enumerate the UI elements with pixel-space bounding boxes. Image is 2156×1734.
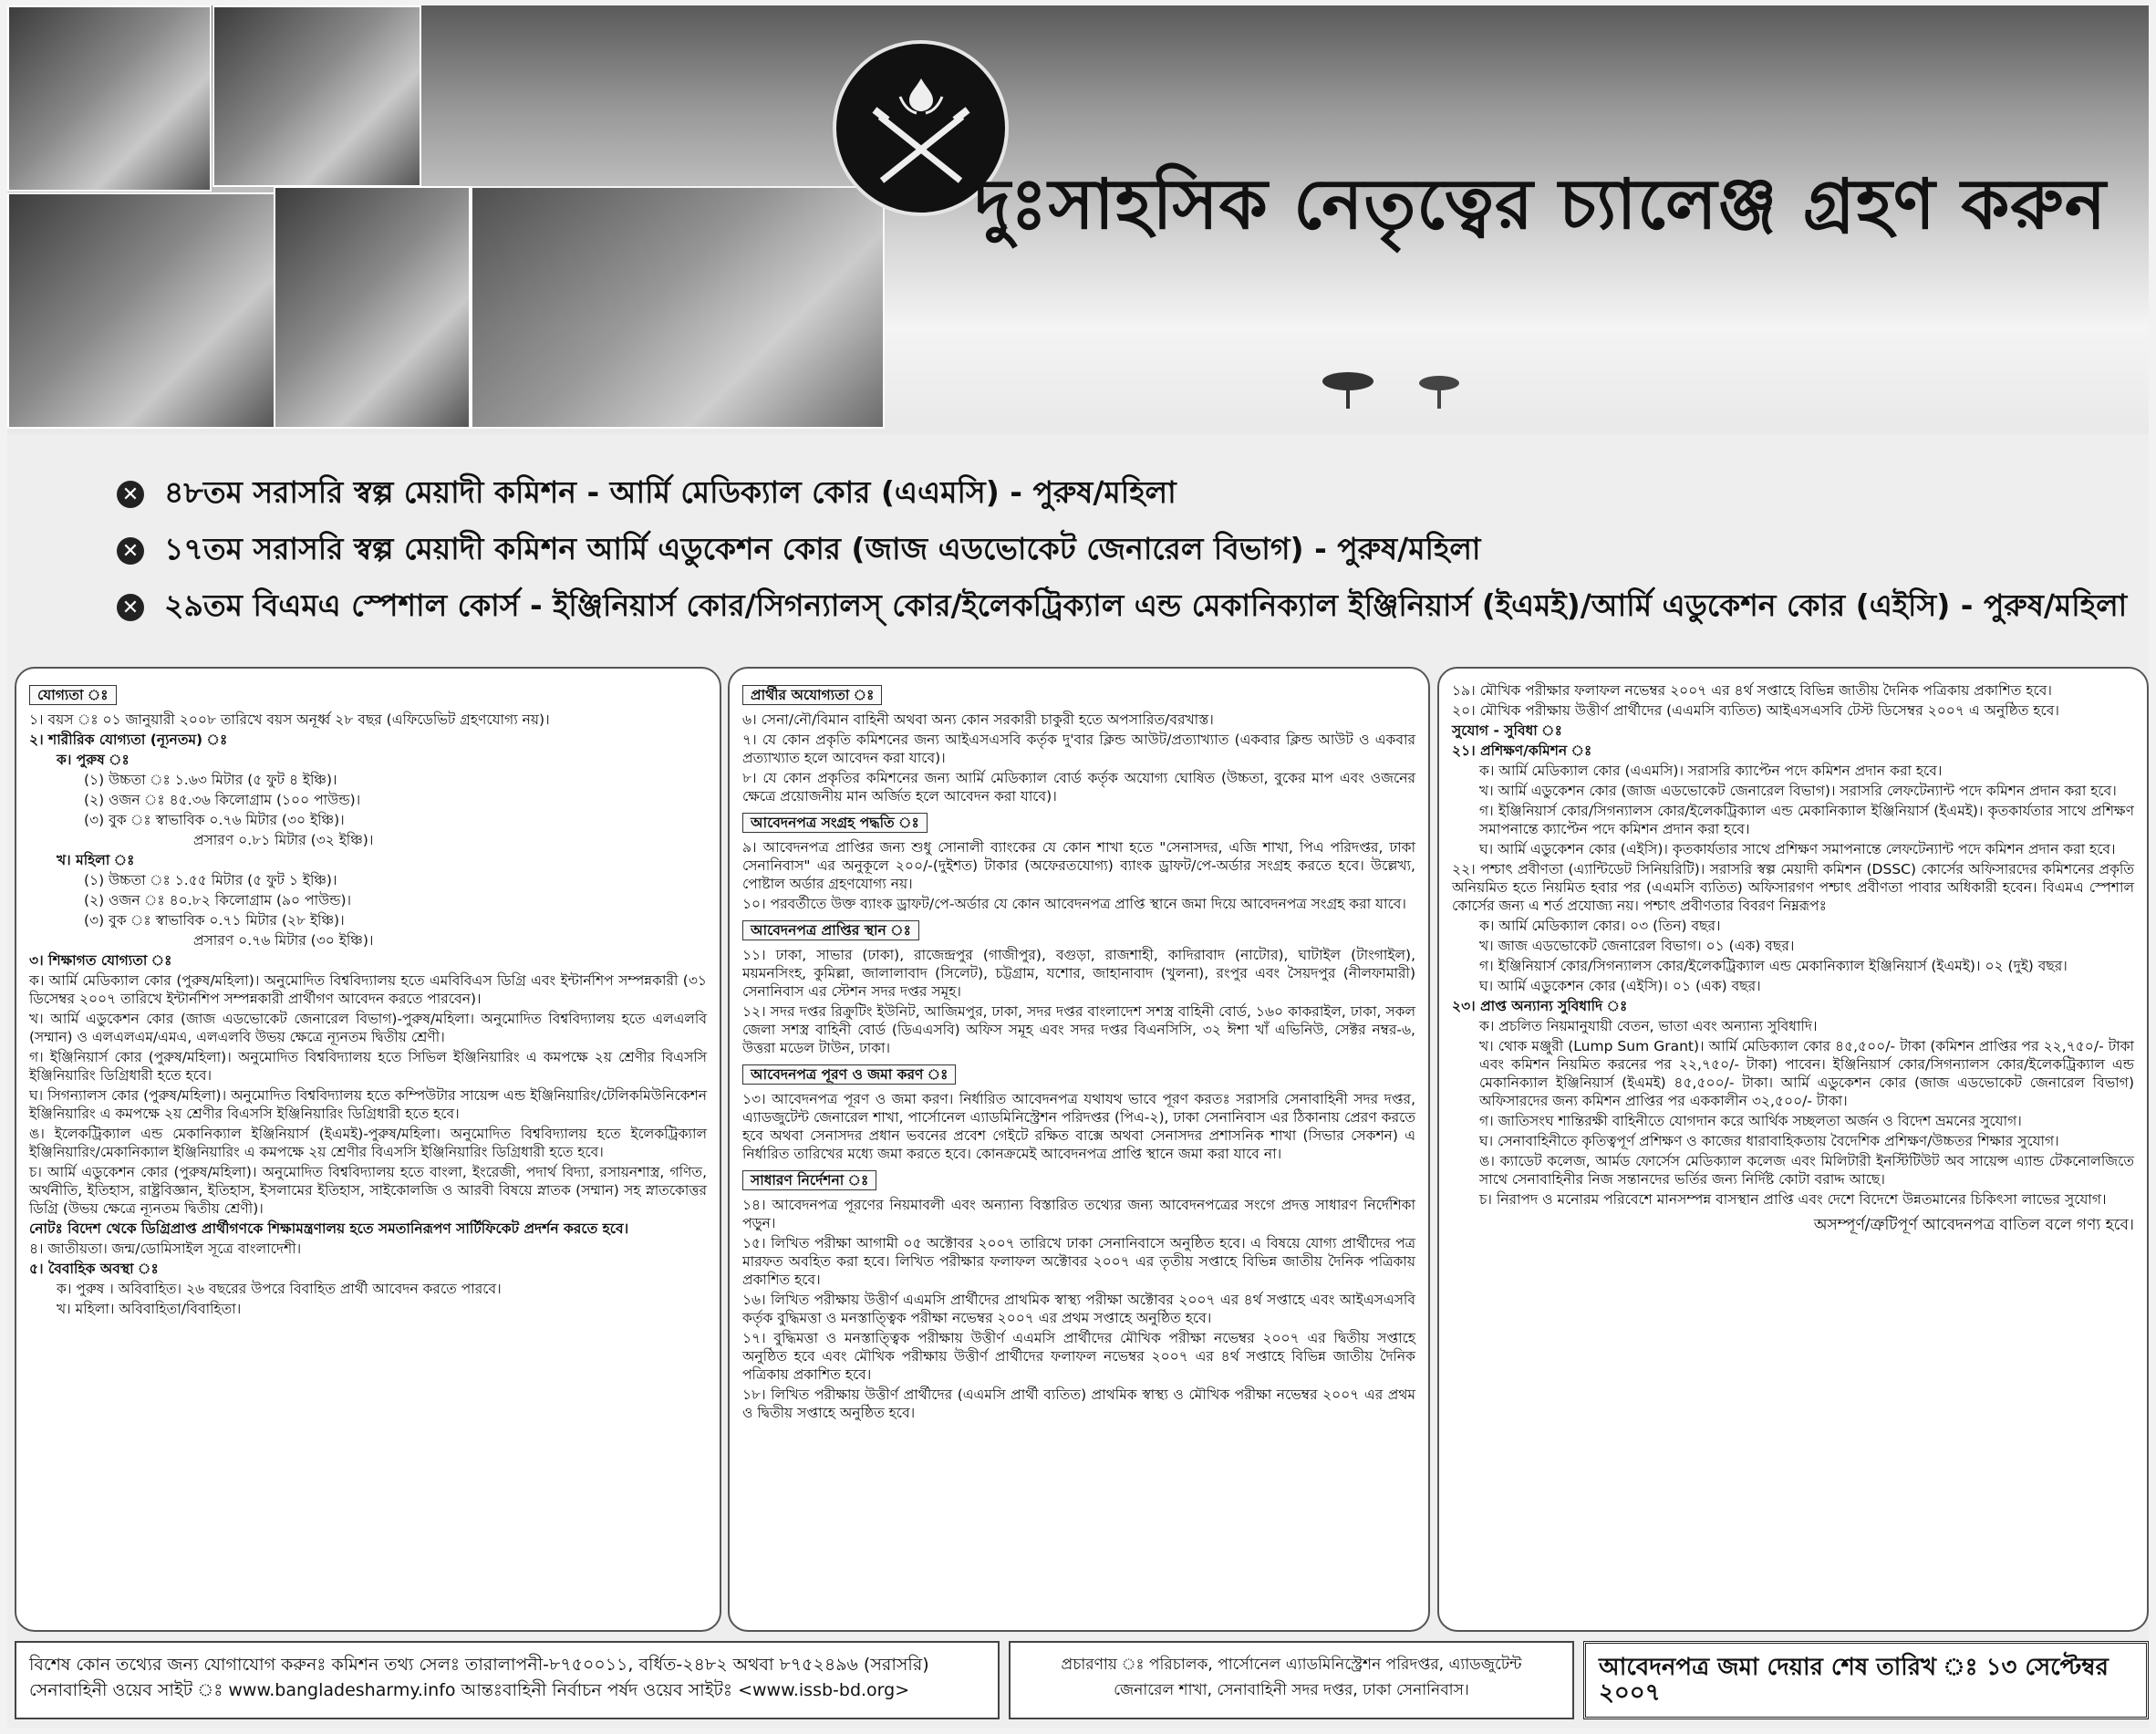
qualification-column [15,667,721,1632]
female-chest: (৩) বুক ঃ স্বাভাবিক ০.৭১ মিটার (২৮ ইঞ্চি)। [84,912,345,929]
course-label: ১৭তম সরাসরি স্বল্প মেয়াদী কমিশন আর্মি এডুকেশন কোর (জাজ এডভোকেট জেনারেল বিভাগ) - পুরুষ/মহিলা [164,531,1481,566]
edu-aec: চ। আর্মি এডুকেশন কোর (পুরুষ/মহিলা)। অনুমোদিত বিশ্ববিদ্যালয় হতে বাংলা, ইংরেজী, পদার্থ বিদ্যা, রসায়নশাস্ত্র, গণিত, অর্থনীতি, ইতিহাস, রাষ্ট্রবিজ্ঞান, ইতিহাস, ইসলামের ইতিহাস, সাইকোলজি ও আরবী বিষয়ে স্নাতক (সম্মান) সহ স্নাতকোত্তর ডিগ্রি (উভয় ক্ষেত্রে ন্যূনতম দ্বিতীয় শ্রেণী)। [29,1164,707,1217]
course-item [117,579,2128,636]
paragraph-19: ১৯। মৌখিক পরীক্ষার ফলাফল নভেম্বর ২০০৭ এর ৪র্থ সপ্তাহে বিভিন্ন জাতীয় দৈনিক পত্রিকায় প্রকাশিত হবে। [1452,682,2052,699]
benefits-column [1437,667,2149,1632]
commission-amc: ক। আর্মি মেডিক্যাল কোর (এএমসি)। সরাসরি ক্যাপ্টেন পদে কমিশন প্রদান করা হবে। [1479,763,1943,779]
paragraph-9: ৯। আবেদনপত্র প্রাপ্তির জন্য শুধু সোনালী ব্যাংকের যে কোন শাখা হতে "সেনাসদর, এজি শাখা, পিএ পরিদপ্তর, ঢাকা সেনানিবাস" এর অনুকূলে ২০০/-(দুইশত) টাকার (অফেরতযোগ্য) ব্যাংক ড্রাফট/পে-অর্ডার সংগ্রহ করতে হবে। উল্লেখ্য, পোষ্টাল অর্ডার গ্রহণযোগ্য নয়। [742,839,1415,892]
seniority-aec: ঘ। আর্মি এডুকেশন কোর (এইসি)। ০১ (এক) বছর। [1479,978,1761,994]
benefit-un-mission: গ। জাতিসংঘ শান্তিরক্ষী বাহিনীতে যোগদান করে আর্থিক সচ্ছলতা অর্জন ও বিদেশ ভ্রমনের সুযোগ। [1479,1113,2022,1129]
collection-place-heading: আবেদনপত্র প্রাপ্তির স্থান ঃ [742,920,919,940]
paragraph-15: ১৫। লিখিত পরীক্ষা আগামী ০৫ অক্টোবর ২০০৭ তারিখে ঢাকা সেনানিবাসে অনুষ্ঠিত হবে। এ বিষয়ে যোগ্য প্রার্থীদের পত্র মারফত অবহিত করা হবে। লিখিত পরীক্ষার ফলাফল অক্টোবর ২০০৭ এর তৃতীয় সপ্তাহে বিভিন্ন জাতীয় দৈনিক পত্রিকায় প্রকাশিত হবে। [742,1235,1415,1288]
close-circle-icon: ✕ [117,481,144,508]
training-commission-title: ২১। প্রশিক্ষণ/কমিশন ঃ [1452,742,1592,759]
paragraph-17: ১৭। বুদ্ধিমত্তা ও মনস্তাত্ত্বিক পরীক্ষায় উত্তীর্ণ এএমসি প্রার্থীদের মৌখিক পরীক্ষা নভেম্বর ২০০৭ এর দ্বিতীয় সপ্তাহে অনুষ্ঠিত হবে এবং মৌখিক পরীক্ষায় উত্তীর্ণ প্রার্থীদের ফলাফল নভেম্বর ২০০৭ এর ৪র্থ সপ্তাহে বিভিন্ন জাতীয় দৈনিক পত্রিকায় প্রকাশিত হবে। [742,1330,1415,1383]
marital-title: ৫। বৈবাহিক অবস্থা ঃ [29,1261,159,1277]
contact-line-1: বিশেষ কোন তথ্যের জন্য যোগাযোগ করুনঃ কমিশন তথ্য সেলঃ তারালাপনী-৮৭৫০০১১, বর্ধিত-২৪৮২ অথবা ৮৭৫২৪৯৬ (সরাসরি) [29,1655,929,1675]
banner [7,5,2149,434]
photo-hospital-ward [471,186,885,429]
commission-engineers: গ। ইঞ্জিনিয়ার্স কোর/সিগন্যালস কোর/ইলেকট্রিক্যাল এন্ড মেকানিক্যাল ইঞ্জিনিয়ার্স (ইএমই)। কৃতকার্যতার সাথে প্রশিক্ষণ সমাপনান্তে ক্যাপ্টেন পদে কমিশন প্রদান করা হবে। [1479,803,2134,837]
contact-line-2: সেনাবাহিনী ওয়েব সাইট ঃ www.bangladesharmy.info আন্তঃবাহিনী নির্বাচন পর্ষদ ওয়েব সাইটঃ <www.issb-bd.org> [29,1680,910,1700]
paragraph-11: ১১। ঢাকা, সাভার (ঢাকা), রাজেন্দ্রপুর (গাজীপুর), বগুড়া, রাজশাহী, কাদিরাবাদ (নাটোর), ঘাটাইল (টাংগাইল), ময়মনসিংহ, কুমিল্লা, জালালাবাদ (সিলেট), চট্টগ্রাম, যশোর, জাহানাবাদ (খুলনা), রংপুর এবং সৈয়দপুর (নীলফামারী) সেনানিবাস এর স্টেশন সদর দপ্তর সমূহ। [742,947,1415,1000]
male-title: ক। পুরুষ ঃ [57,752,130,768]
photo-medical-officer [274,186,471,429]
benefit-housing-medical: চ। নিরাপদ ও মনোরম পরিবেশে মানসম্পন্ন বাসস্থান প্রাপ্তি এবং দেশে বিদেশে উন্নতমানের চিকিৎসা লাভের সুযোগ। [1479,1191,2107,1208]
benefits-heading: সুযোগ - সুবিধা ঃ [1452,722,1562,739]
publisher-line-1: প্রচারণায় ঃ পরিচালক, পার্সোনেল এ্যাডমিনিস্ট্রেশন পরিদপ্তর, এ্যাডজুটেন্ট [1061,1656,1522,1674]
publisher-line-2: জেনারেল শাখা, সেনাবাহিনী সদর দপ্তর, ঢাকা সেনানিবাস। [1114,1681,1469,1699]
benefit-foreign-training: ঘ। সেনাবাহিনীতে কৃতিত্বপূর্ণ প্রশিক্ষণ ও কাজের ধারাবাহিকতায় বৈদেশিক প্রশিক্ষণ/উচ্চতর শিক্ষার সুযোগ। [1479,1133,2059,1149]
close-circle-icon: ✕ [117,537,144,565]
application-column [728,667,1430,1632]
seniority-jag: খ। জাজ এডভোকেট জেনারেল বিভাগ। ০১ (এক) বছর। [1479,938,1795,954]
paragraph-20: ২০। মৌখিক পরীক্ষায় উত্তীর্ণ প্রার্থীদের (এএমসি ব্যতিত) আইএসএসবি টেস্ট ডিসেম্বর ২০০৭ এ অনুষ্ঠিত হবে। [1452,702,2059,719]
headline: দুঃসাহসিক নেতৃত্বের চ্যালেঞ্জ গ্রহণ করুন [974,163,2108,244]
close-circle-icon: ✕ [117,594,144,621]
edu-eme: ঙ। ইলেকট্রিক্যাল এন্ড মেকানিক্যাল ইঞ্জিনিয়ার্স (ইএমই)-পুরুষ/মহিলা। অনুমোদিত বিশ্ববিদ্যালয় হতে ইলেকট্রিক্যাল ইঞ্জিনিয়ারিং/মেকানিক্যাল ইঞ্জিনিয়ারিং এ কমপক্ষে ২য় শ্রেণীর বিএসসি ইঞ্জিনিয়ারিং ডিগ্রিধারী হতে হবে। [29,1126,707,1160]
paragraph-16: ১৬। লিখিত পরীক্ষায় উত্তীর্ণ এএমসি প্রার্থীদের প্রাথমিক স্বাস্থ্য পরীক্ষা অক্টোবর ২০০৭ এর ৪র্থ সপ্তাহে এবং আইএসএসবি কর্তৃক বুদ্ধিমত্তা ও মনস্তাত্ত্বিক পরীক্ষা নভেম্বর ২০০৭ এর প্রথম সপ্তাহে অনুষ্ঠিত হবে। [742,1292,1415,1326]
submission-heading: আবেদনপত্র পূরণ ও জমা করণ ঃ [742,1064,956,1085]
male-chest: (৩) বুক ঃ স্বাভাবিক ০.৭৬ মিটার (৩০ ইঞ্চি)। [84,812,345,828]
course-label: ৪৮তম সরাসরি স্বল্প মেয়াদী কমিশন - আর্মি মেডিক্যাল কোর (এএমসি) - পুরুষ/মহিলা [164,474,1176,510]
deadline-box [1583,1641,2149,1719]
trees-silhouette [1311,361,1494,416]
commission-aec: ঘ। আর্মি এডুকেশন কোর (এইসি)। কৃতকার্যতার সাথে প্রশিক্ষণ সমাপনান্তে লেফটেন্যান্ট পদে কমিশন প্রদান করা হবে। [1479,841,2116,857]
paragraph-10: ১০। পরবর্তীতে উক্ত ব্যাংক ড্রাফট/পে-অর্ডার যে কোন আবেদনপত্র প্রাপ্তি স্থানে জমা দিয়ে আবেদনপত্র সংগ্রহ করা যাবে। [742,896,1406,912]
education-title: ৩। শিক্ষাগত যোগ্যতা ঃ [29,952,172,969]
closing-note: অসম্পূর্ণ/ত্রুটিপূর্ণ আবেদনপত্র বাতিল বলে গণ্য হবে। [1813,1216,2134,1234]
paragraph-14: ১৪। আবেদনপত্র পূরণের নিয়মাবলী এবং অন্যান্য বিস্তারিত তথ্যের জন্য আবেদনপত্রের সংগে প্রদত্ত সাধারণ নির্দেশিকা পড়ুন। [742,1197,1415,1231]
paragraph-18: ১৮। লিখিত পরীক্ষায় উত্তীর্ণ প্রার্থীদের (এএমসি প্রার্থী ব্যতিত) প্রাথমিক স্বাস্থ্য ও মৌখিক পরীক্ষা নভেম্বর ২০০৭ এর প্রথম ও দ্বিতীয় সপ্তাহে অনুষ্ঠিত হবে। [742,1386,1415,1421]
physical-title: ২। শারীরিক যোগ্যতা (ন্যূনতম) ঃ [29,732,228,748]
male-weight: (২) ওজন ঃ ৪৫.৩৬ কিলোগ্রাম (১০০ পাউন্ড)। [84,792,361,808]
commission-jag: খ। আর্মি এডুকেশন কোর (জাজ এডভোকেট জেনারেল বিভাগ)। সরাসরি লেফটেন্যান্ট পদে কমিশন প্রদান করা হবে। [1479,783,2117,799]
benefit-salary: ক। প্রচলিত নিয়মানুযায়ী বেতন, ভাতা এবং অন্যান্য সুবিধাদি। [1479,1018,1818,1034]
paragraph-8: ৮। যে কোন প্রকৃতির কমিশনের জন্য আর্মি মেডিক্যাল বোর্ড কর্তৃক অযোগ্য ঘোষিত (উচ্চতা, বুকের মাপ এবং ওজনের ক্ষেত্রে প্রয়োজনীয় মান অর্জিত হলে আবেদন করা যাবে)। [742,770,1415,805]
collection-method-heading: আবেদনপত্র সংগ্রহ পদ্ধতি ঃ [742,813,928,833]
benefit-quota: ঙ। ক্যাডেট কলেজ, আর্মড ফোর্সেস মেডিক্যাল কলেজ এবং মিলিটারী ইনস্টিটিউট অব সায়েন্স এ্যান্ড টেকনোলজিতে সাথে সেনাবাহিনীর নিজ সন্তানদের ভর্তির জন্য নির্দিষ্ট কোটা বরাদ্দ আছে। [1479,1153,2134,1188]
disqualification-heading: প্রার্থীর অযোগ্যতা ঃ [742,685,882,705]
benefit-lump-sum: খ। থোক মঞ্জুরী (Lump Sum Grant)। আর্মি মেডিক্যাল কোর ৪৫,৫০০/- টাকা (কমিশন প্রাপ্তির পর ২২,৭৫০/- টাকা এবং কমিশন নিয়মিত করনের পর ২২,৭৫০/- টাকা) পাবেন। ইঞ্জিনিয়ার্স কোর/সিগন্যালস কোর/ইলেকট্রিক্যাল এন্ড মেকানিক্যাল ইঞ্জিনিয়ার্স (ইএমই) ৪৫,৫০০/- টাকা। আর্মি এডুকেশন কোর (জাজ এডভোকেট জেনারেল বিভাগ) অফিসারদের জন্য কমিশন প্রাপ্তির পর এককালীন ৩২,৫০০/- টাকা। [1479,1038,2134,1109]
seniority-engineers: গ। ইঞ্জিনিয়ার্স কোর/সিগন্যালস কোর/ইলেকট্রিক্যাল এন্ড মেকানিক্যাল ইঞ্জিনিয়ার্স (ইএমই)। ০২ (দুই) বছর। [1479,958,2068,974]
deadline-text: আবেদনপত্র জমা দেয়ার শেষ তারিখ ঃ ১৩ সেপ্টেম্বর ২০০৭ [1599,1654,2109,1707]
edu-amc: ক। আর্মি মেডিক্যাল কোর (পুরুষ/মহিলা)। অনুমোদিত বিশ্ববিদ্যালয় হতে এমবিবিএস ডিগ্রি এবং ইন্টার্নশিপ সম্পন্নকারী (৩১ ডিসেম্বর ২০০৭ তারিখে ইন্টার্নশিপ সম্পন্নকারী প্রার্থীগণ আবেদন করতে পারবেন)। [29,972,707,1007]
paragraph-7: ৭। যে কোন প্রকৃতি কমিশনের জন্য আইএসএসবি কর্তৃক দু'বার ক্লিন্ড আউট/প্রত্যাখ্যাত (একবার ক্লিন্ড আউট ও একবার প্রত্যাখ্যাত হলে আবেদন করা যাবে)। [742,732,1415,766]
female-title: খ। মহিলা ঃ [57,852,135,868]
paragraph-22: ২২। পশ্চাৎ প্রবীণতা (এ্যান্টিডেট সিনিয়রিটি)। সরাসরি স্বল্প মেয়াদী কমিশন (DSSC) কোর্সের অফিসারদের কমিশনের প্রকৃতি অনিয়মিত হতে নিয়মিত হবার পর (এএমসি ব্যতিত) অফিসারগণ পশ্চাৎ প্রবীণতা পাবার অধিকারী হবেন। বিএমএ স্পেশাল কোর্সের জন্য এ শর্ত প্রযোজ্য নয়। পশ্চাৎ প্রবীণতার বিবরণ নিম্নরূপঃ [1452,861,2134,914]
paragraph-6: ৬। সেনা/নৌ/বিমান বাহিনী অথবা অন্য কোন সরকারী চাকুরী হতে অপসারিত/বরখাস্ত। [742,711,1214,728]
course-item [117,466,2123,523]
photo-classroom [212,5,421,187]
photo-bridge-soldiers [7,5,212,192]
edu-signals: ঘ। সিগন্যালস কোর (পুরুষ/মহিলা)। অনুমোদিত বিশ্ববিদ্যালয় হতে কম্পিউটার সায়েন্স এন্ড ইঞ্জিনিয়ারিং/টেলিকমিউনিকেশন ইঞ্জিনিয়ারিং এ কমপক্ষে ২য় শ্রেণীর বিএসসি ইঞ্জিনিয়ারিং ডিগ্রিধারী হতে হবে। [29,1087,707,1122]
contact-box [15,1641,1000,1719]
photo-construction [7,192,275,429]
seniority-amc: ক। আর্মি মেডিক্যাল কোর। ০৩ (তিন) বছর। [1479,918,1721,934]
male-height: (১) উচ্চতা ঃ ১.৬৩ মিটার (৫ ফুট ৪ ইঞ্চি)। [84,772,337,788]
age-text: ১। বয়স ঃ ০১ জানুয়ারী ২০০৮ তারিখে বয়স অনূর্ধ্ব ২৮ বছর (এফিডেভিট গ্রহণযোগ্য নয়)। [29,711,550,728]
edu-engineers: গ। ইঞ্জিনিয়ার্স কোর (পুরুষ/মহিলা)। অনুমোদিত বিশ্ববিদ্যালয় হতে সিভিল ইঞ্জিনিয়ারিং এ কমপক্ষে ২য় শ্রেণীর বিএসসি ইঞ্জিনিয়ারিং ডিগ্রিধারী হতে হবে। [29,1049,707,1084]
other-benefits-title: ২৩। প্রাপ্ত অন্যান্য সুবিধাদি ঃ [1452,998,1628,1014]
course-item [117,523,2123,579]
foreign-degree-note: নোটঃ বিদেশ থেকে ডিগ্রিপ্রাপ্ত প্রার্থীগণকে শিক্ষামন্ত্রণালয় হতে সমতানিরূপণ সার্টিফিকেট প্রদর্শন করতে হবে। [29,1220,629,1237]
nationality-text: ৪। জাতীয়তা। জন্ম/ডোমিসাইল সূত্রে বাংলাদেশী। [29,1241,302,1257]
paragraph-13: ১৩। আবেদনপত্র পূরণ ও জমা করণ। নির্ধারিত আবেদনপত্র যথাযথ ভাবে পূরণ করতঃ সরাসরি সেনাবাহিনী সদর দপ্তর, এ্যাডজুটেন্ট জেনারেল শাখা, পার্সোনেল এ্যাডমিনিস্ট্রেশন পরিদপ্তর (পিএ-২), ঢাকা সেনানিবাস এর ঠিকানায় প্রেরণ করতে হবে অথবা সেনাসদর প্রধান ভবনের প্রবেশ গেইটে রক্ষিত বাক্সে অথবা সেনাসদর প্রশাসনিক শাখা (সিভার সেকশন) এ নির্ধারিত তারিখের মধ্যে জমা করতে হবে। কোনক্রমেই আবেদনপত্র প্রাপ্তি স্থানে জমা করা যাবে না। [742,1091,1415,1162]
course-label: ২৯তম বিএমএ স্পেশাল কোর্স - ইঞ্জিনিয়ার্স কোর/সিগন্যালস্‌ কোর/ইলেকট্রিক্যাল এন্ড মেকানিক্যাল ইঞ্জিনিয়ার্স (ইএমই)/আর্মি এডুকেশন কোর (এইসি) - পুরুষ/মহিলা [164,587,2128,623]
marital-male: ক। পুরুষ । অবিবাহিত। ২৬ বছরের উপরে বিবাহিত প্রার্থী আবেদন করতে পারবে। [57,1281,502,1297]
marital-female: খ। মহিলা। অবিবাহিতা/বিবাহিতা। [57,1301,242,1317]
course-list [117,466,2128,636]
publisher-box [1009,1641,1574,1719]
male-chest-expansion: প্রসারণ ০.৮১ মিটার (৩২ ইঞ্চি)। [193,832,374,848]
female-height: (১) উচ্চতা ঃ ১.৫৫ মিটার (৫ ফুট ১ ইঞ্চি)। [84,872,337,888]
advertisement-page [7,5,2149,1729]
female-weight: (২) ওজন ঃ ৪০.৮২ কিলোগ্রাম (৯০ পাউন্ড)। [84,892,352,909]
qualification-heading: যোগ্যতা ঃ [29,685,117,705]
paragraph-12: ১২। সদর দপ্তর রিক্রুটিং ইউনিট, আজিমপুর, ঢাকা, সদর দপ্তর বাংলাদেশ সশস্ত্র বাহিনী বোর্ড, ১৬০ কাকরাইল, ঢাকা, সকল জেলা সশস্ত্র বাহিনী বোর্ড (ডিএএসবি) অফিস সমূহ এবং সদর দপ্তর বিএনসিসি, ৩২ ঈশা খাঁ এভিনিউ, সেক্টর নম্বর-৬, উত্তরা মডেল টাউন, ঢাকা। [742,1003,1415,1056]
edu-jag: খ। আর্মি এডুকেশন কোর (জাজ এডভোকেট জেনারেল বিভাগ)-পুরুষ/মহিলা। অনুমোদিত বিশ্ববিদ্যালয় হতে এলএলবি (সম্মান) ও এলএলএম/এমএ, এলএলবি উভয় ক্ষেত্রে ন্যূনতম দ্বিতীয় শ্রেণী। [29,1011,707,1045]
female-chest-expansion: প্রসারণ ০.৭৬ মিটার (৩০ ইঞ্চি)। [193,932,374,949]
general-instructions-heading: সাধারণ নির্দেশনা ঃ [742,1170,876,1190]
